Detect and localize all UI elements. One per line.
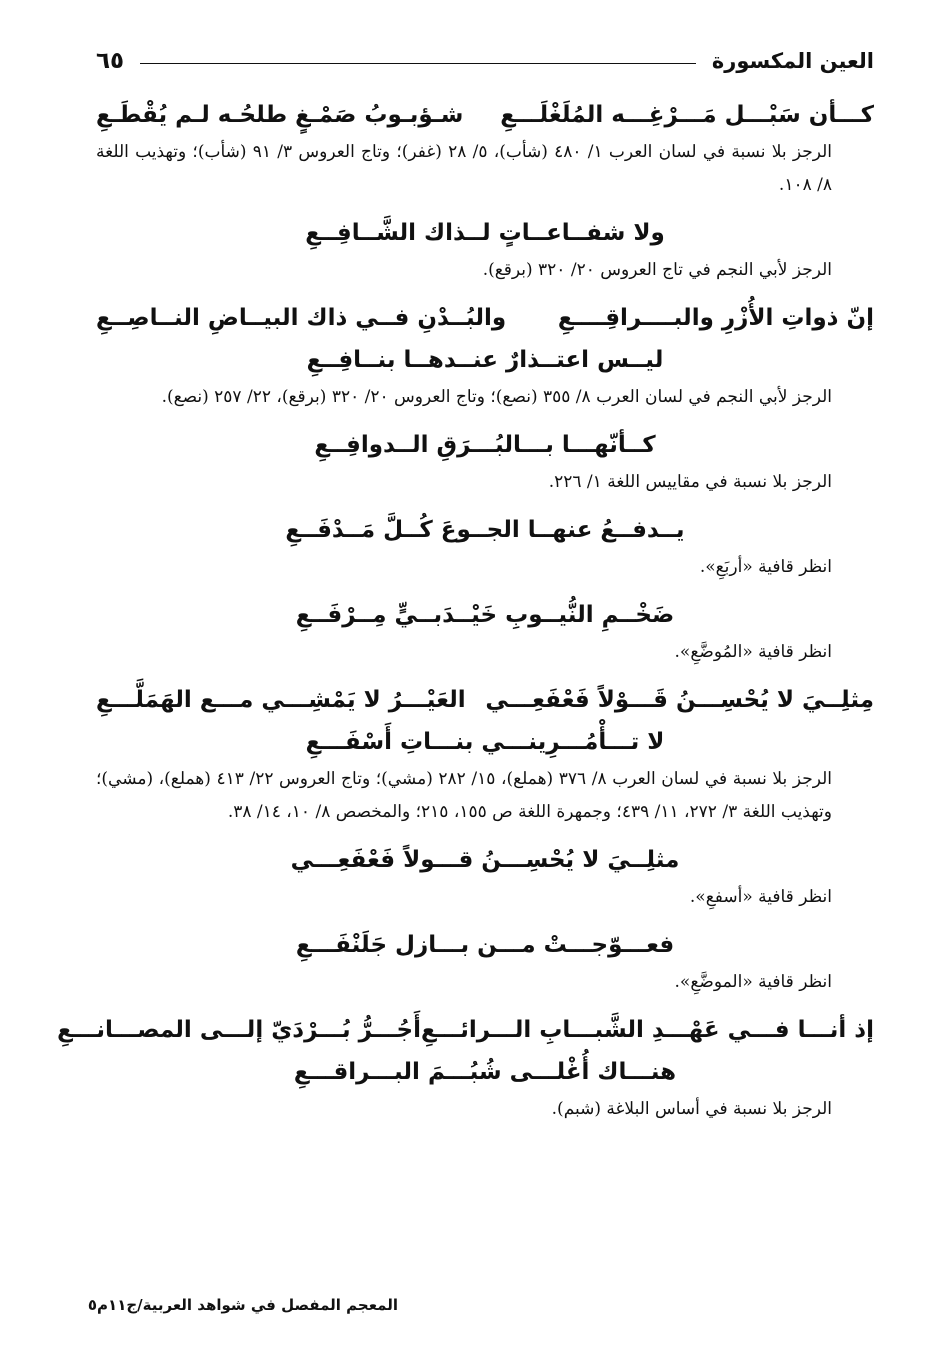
source-note: الرجز بلا نسبة في أساس البلاغة (شبم). <box>551 1099 832 1119</box>
source-note: الرجز بلا نسبة في لسان العرب ١/ ٤٨٠ (شأب)، ٥/ ٢٨ (غفر)؛ وتاج العروس ٣/ ٩١ (شأب)؛ وتهذيب اللغة ٨/ ١٠٨. <box>96 142 833 195</box>
page-content <box>57 94 874 1136</box>
verse-hemistich-second: شـؤبـوبُ صَمْـغٍ طلحُـه لـم يُقْطَـعِ <box>96 102 464 128</box>
chapter-title: العين المكسورة <box>711 49 874 73</box>
verse-line: مثلِــيَ لا يُحْسِـــنُ قـــولاً فَعْفَعِـــي <box>290 847 680 873</box>
cross-reference-note: انظر قافية «الموضَّعِ». <box>674 972 832 992</box>
verse-line <box>57 1009 874 1051</box>
verse-hemistich-second: والبُــدْنِ فــي ذاك البيــاضِ النــاصِــعِ <box>96 305 507 331</box>
verse-line: ضَخْــمِ النُّيــوبِ خَيْــدَبــيٍّ مِــرْفَــعِ <box>295 602 675 628</box>
cross-reference-note: انظر قافية «المُوضَّعِ». <box>674 642 832 662</box>
verse-hemistich-second: العَيْـــرُ لا يَمْشِـــي مـــع الهَمَلَّـــعِ <box>96 687 466 713</box>
verse-hemistich-second: أَجُـــرُّ بُـــرْدَيّ إلـــى المصـــانـــعِ <box>57 1017 421 1043</box>
verse-line <box>96 94 874 136</box>
page-header <box>96 44 874 78</box>
verse-hemistich-first: كـــأن سَبْـــل مَـــرْغِـــه المُلَغْلَـــعِ <box>500 102 874 128</box>
verse-line: كــأنّهـــا بـــالبُـــرَقِ الــدوافِــعِ <box>314 432 656 458</box>
source-note: الرجز بلا نسبة في لسان العرب ٨/ ٣٧٦ (هملع)، ١٥/ ٢٨٢ (مشي)؛ وتاج العروس ٢٢/ ٤١٣ (هملع)، (مشي)؛ وتهذيب اللغة ٣/ ٢٧٢، ١١/ ٤٣٩؛ وجمهرة اللغة ص ١٥٥، ٢١٥؛ والمخصص ٨/ ١٠، ١٤/ ٣٨. <box>96 769 833 822</box>
source-note: الرجز لأبي النجم في تاج العروس ٢٠/ ٣٢٠ (برقع). <box>482 260 832 280</box>
verse-hemistich-first: مِثلِــيَ لا يُحْسِـــنُ قَـــوْلاً فَعْفَعِـــي <box>485 687 874 713</box>
verse-line-continuation: هنـــاك أُغْلـــى شُبُـــمَ البـــراقـــعِ <box>293 1059 677 1085</box>
verse-hemistich-first: إنّ ذواتِ الأُزْرِ والبــــراقِــــعِ <box>557 305 874 331</box>
verse-hemistich-first: إذ أنـــا فـــي عَهْـــدِ الشَّبـــابِ الـــرائـــعِ <box>420 1017 874 1043</box>
verse-line: فعـــوّجـــتْ مـــن بـــازل جَلَنْفَـــعِ <box>295 932 675 958</box>
page-number: ٦٥ <box>96 48 125 74</box>
source-note: الرجز بلا نسبة في مقاييس اللغة ١/ ٢٢٦. <box>548 472 832 492</box>
cross-reference-note: انظر قافية «أسفعِ». <box>689 887 832 907</box>
header-rule <box>140 63 696 64</box>
source-note: الرجز لأبي النجم في لسان العرب ٨/ ٣٥٥ (نصع)؛ وتاج العروس ٢٠/ ٣٢٠ (برقع)، ٢٢/ ٢٥٧ (نصع). <box>161 387 832 407</box>
verse-line <box>96 679 874 721</box>
verse-line: يــدفــعُ عنهــا الجــوعَ كُــلَّ مَــدْفَــعِ <box>285 517 685 543</box>
verse-line: ولا شفــاعــاتٍ لــذاك الشَّــافِــعِ <box>305 220 665 246</box>
verse-line-continuation: لا تـــأْمُـــرِينـــي بنـــاتِ أَسْفَـــعِ <box>305 729 665 755</box>
page-footer: المعجم المفصل في شواهد العربية/ج١١م٥ <box>87 1296 398 1314</box>
verse-line-continuation: ليــس اعتــذارٌ عنــدهــا بنــافِــعِ <box>306 347 664 373</box>
verse-line <box>96 297 874 339</box>
cross-reference-note: انظر قافية «أربَعِ». <box>699 557 832 577</box>
